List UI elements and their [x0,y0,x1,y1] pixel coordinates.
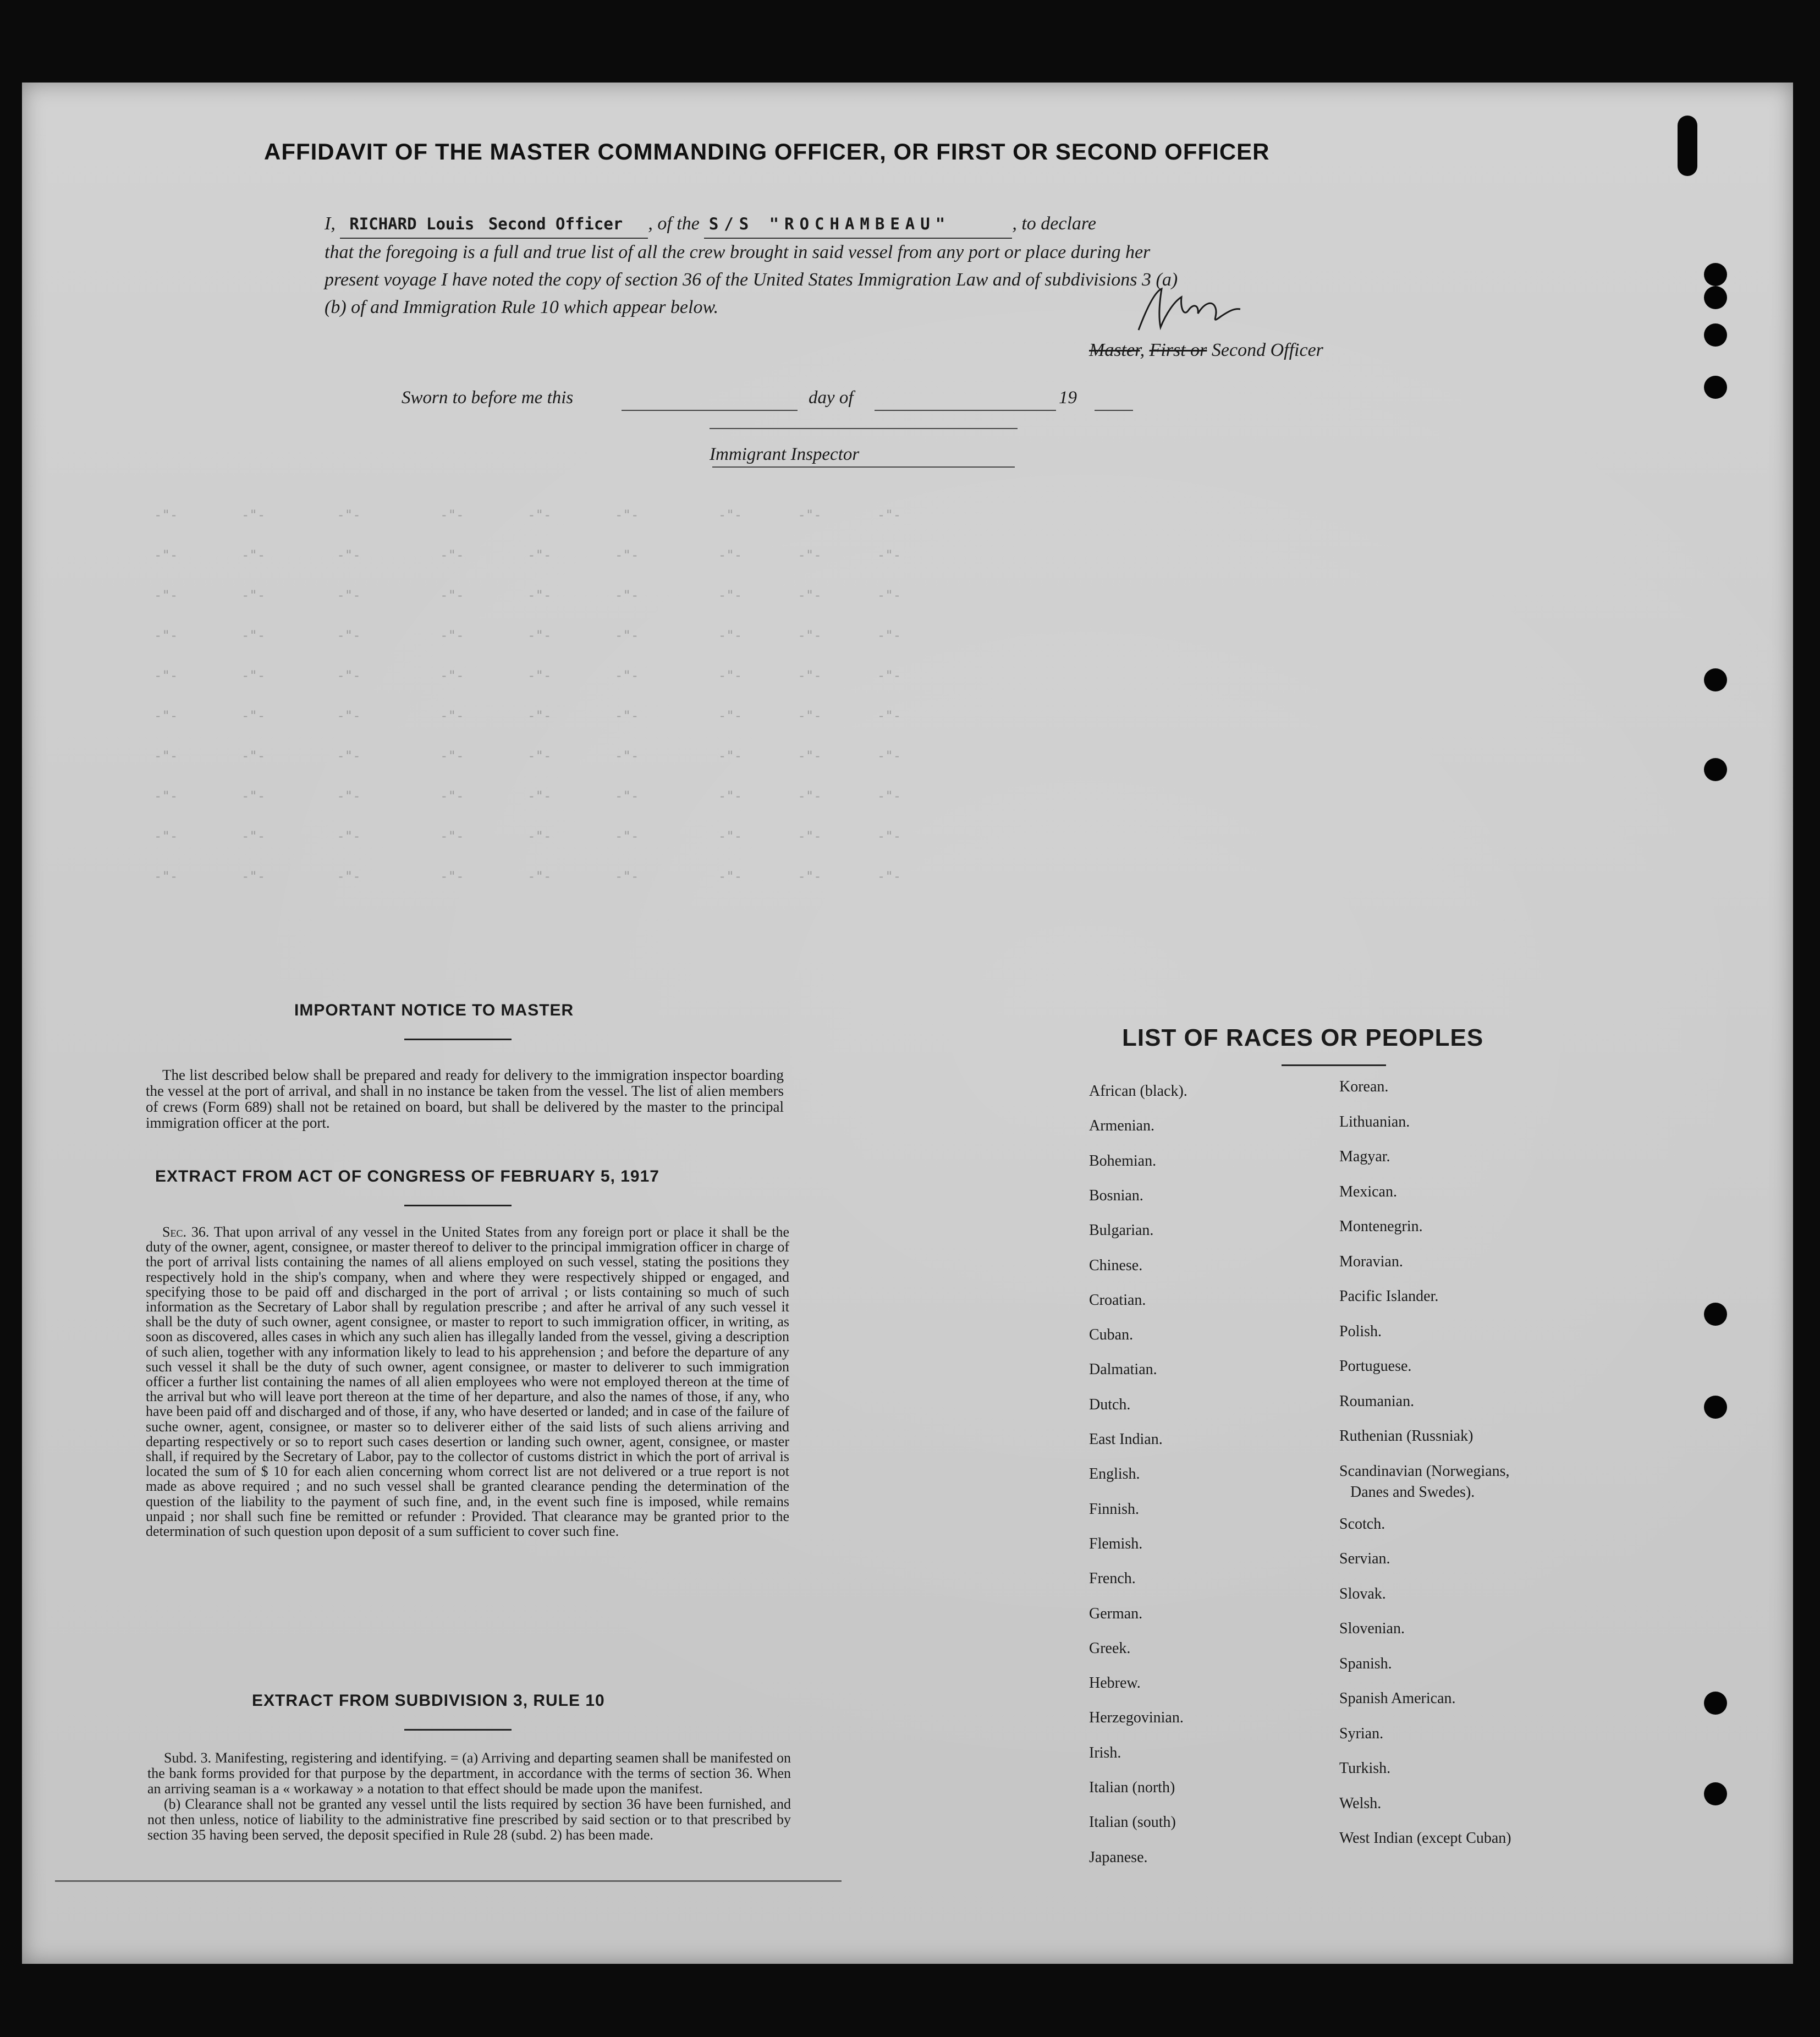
race-item-left: English. [1089,1465,1140,1483]
race-item-left: Finnish. [1089,1500,1140,1518]
race-item-right: Roumanian. [1339,1392,1415,1410]
officer-signature [1133,286,1243,338]
section-label: Sec. 36. [162,1224,210,1240]
race-item-left: Herzegovinian. [1089,1709,1184,1727]
race-item-right: Portuguese. [1339,1358,1412,1375]
race-item-right: Scandinavian (Norwegians, [1339,1462,1510,1480]
race-item-right: Lithuanian. [1339,1113,1410,1130]
subdivision-3-text [147,1750,791,1843]
officer-rank: Second Officer [488,215,623,233]
race-item-right: Ruthenian (Russniak) [1339,1427,1473,1445]
affidavit-line-1 [325,210,1403,239]
notice-divider [404,1039,512,1040]
declare-text: , to declare [1012,213,1096,234]
race-item-right: Danes and Swedes). [1350,1483,1475,1501]
race-item-right: Montenegrin. [1339,1218,1423,1235]
of-the-text: , of the [648,213,700,234]
sworn-month-line [875,410,1056,411]
inspector-label: Immigrant Inspector [710,444,860,464]
race-item-right: Welsh. [1339,1794,1382,1812]
punch-hole [1704,1692,1727,1715]
punch-hole [1704,323,1727,347]
race-item-left: Dalmatian. [1089,1361,1157,1379]
race-item-left: Cuban. [1089,1326,1134,1344]
race-item-right: Slovenian. [1339,1620,1405,1637]
day-of-label: day of [809,388,854,408]
extract-act-title: EXTRACT FROM ACT OF CONGRESS OF FEBRUARY 5, 1917 [155,1167,659,1185]
race-item-left: Croatian. [1089,1291,1146,1309]
master-label: Master [1089,340,1140,360]
race-item-right: Korean. [1339,1078,1389,1095]
first-or-label: First or [1149,340,1207,360]
bleed-through-marks: -"- -"- -"- -"- -"- -"- -"- -"- -"- -"- -"- -"- -"- -"- -"- -"- -"- -"- -"- -"- -"- -"- -"- -"- -"- -"- -"- -"- -"- -"- -"- -"- -"- -"- -"- -"- -"- -"- -"- -"- -"- -"- -"- -"- -"- -"- -"- -"- -"- -"- -"- -"- -"- -"- -"- -"- -"- -"- -"- -"- -"- -"- -"- -"- -"- -"- -"- -"- -"- -"- -"- -"- -"- -"- -"- -"- -"- -"- -"- -"- -"- -"- -"- -"- -"- -"- -"- -"- -"- -"- [154,507,901,884]
sworn-year-line [1095,410,1133,411]
officer-name: RICHARD Louis [349,215,475,233]
punch-hole [1704,1782,1727,1805]
extract-act-divider [404,1205,512,1206]
race-item-right: Servian. [1339,1550,1390,1567]
race-item-left: Dutch. [1089,1396,1131,1413]
extract-rule-title: EXTRACT FROM SUBDIVISION 3, RULE 10 [252,1692,605,1710]
race-item-right: Spanish American. [1339,1690,1456,1707]
sworn-day-line [622,410,798,411]
affidavit-line-3: present voyage I have noted the copy of section 36 of the United States Immigration Law and of subdivisions 3 (a) [325,270,1178,290]
race-item-left: East Indian. [1089,1431,1163,1448]
second-officer-label: Second Officer [1211,340,1323,360]
affidavit-pronoun: I, [325,213,336,234]
officer-signature-title: Master, First or Second Officer [1089,340,1323,360]
subdivision-b: (b) Clearance shall not be granted any vessel until the lists required by section 36 have been furnished, and not then unless, notice of liability to the administrative fine prescribed by said section or to that prescribed by section 35 having been served, the deposit specified in Rule 28 (subd. 2) has been made. [147,1796,791,1843]
race-item-left: Chinese. [1089,1256,1143,1274]
extract-rule-divider [404,1729,512,1731]
race-item-left: Greek. [1089,1639,1131,1657]
section-36-body: That upon arrival of any vessel in the United States from any foreign port or place it shall be the duty of the owner, agent, consignee, or master thereof to deliver to the principal immigration officer in charge of the port of arrival lists containing the names of all aliens employed on such vessel, stating the positions they respectively hold in the ship's company, when and where they were respectively shipped or engaged, and specifying those to be paid off and discharged in the port of arrival ; or lists containing so much of such information as the Secretary of Labor shall by regulation prescribe ; and after he arrival of any such vessel it shall be the duty of such owner, agent consignee, or master to report to such immigration officer, in writing, as soon as discovered, alles cases in which any such alien has illegally landed from the vessel, giving a description of such alien, together with any information likely to lead to his apprehension ; and before the departure of any such vessel it shall be the duty of such owner, agent consignee, or master to deliverer to such immigration officer a further list containing the names of all alien employees who were not employed thereon at the time of the arrival but who will leave port thereon at the time of her departure, and also the names of those, if any, who have been paid off and discharged and of those, if any, who have deserted or landed; and in case of the failure of suche owner, agent, consignee, or master so to deliverer either of the said lists of such aliens arriving and departing respectively or so to report such cases desertion or landing such owner, agent, consignee, or master shall, if required by the Secretary of Labor, pay to the collector of customs district in which the port of arrival is located the sum of $ 10 for each alien concerning whom correct list are not delivered or a true report is not made as above required ; and no such vessel shall be granted clearance pending the determination of the question of the liability to the payment of such fine, and, in the event such fine is imposed, while remains unpaid ; nor shall such fine be remitted or refunder : Provided. That clearance may be granted prior to the determination of such question upon deposit of a sum sufficient to cover such fine. [146,1224,790,1540]
race-item-left: Italian (north) [1089,1779,1175,1796]
race-item-left: Italian (south) [1089,1814,1176,1831]
race-item-left: Flemish. [1089,1535,1143,1552]
punch-hole [1704,668,1727,691]
race-item-right: Spanish. [1339,1655,1392,1672]
notice-title: IMPORTANT NOTICE TO MASTER [294,1001,574,1019]
race-item-right: Mexican. [1339,1183,1397,1200]
page-title: AFFIDAVIT OF THE MASTER COMMANDING OFFICER, OR FIRST OR SECOND OFFICER [264,139,1270,164]
race-item-right: Pacific Islander. [1339,1288,1439,1305]
inspector-signature-line [710,428,1018,429]
affidavit-line-2: that the foregoing is a full and true list of all the crew brought in said vessel from any port or place during her [325,242,1151,262]
race-item-left: Bosnian. [1089,1187,1143,1204]
race-item-left: Bohemian. [1089,1152,1157,1170]
race-item-right: Scotch. [1339,1515,1385,1533]
race-item-right: Slovak. [1339,1585,1386,1602]
race-item-left: Armenian. [1089,1117,1154,1135]
races-divider [1282,1064,1386,1066]
vessel-name: S/S "ROCHAMBEAU" [708,215,951,233]
race-item-right: Turkish. [1339,1760,1391,1777]
race-item-left: Bulgarian. [1089,1222,1154,1239]
race-item-right: Polish. [1339,1322,1382,1340]
punch-hole [1704,286,1727,309]
notice-body: The list described below shall be prepared and ready for delivery to the immigration inspector boarding the vessel at the port of arrival, and shall in no instance be taken from the vessel. The list of alien members of crews (Form 689) shall not be retained on board, but shall be delivered by the master to the principal immigration officer at the port. [146,1067,784,1131]
race-item-left: Hebrew. [1089,1674,1141,1692]
races-title: LIST OF RACES OR PEOPLES [1122,1024,1484,1051]
year-prefix: 19 [1059,388,1077,408]
binding-mark [1678,116,1697,176]
race-item-right: Syrian. [1339,1725,1384,1742]
race-item-left: German. [1089,1605,1143,1622]
punch-hole [1704,1396,1727,1419]
inspector-underline [712,466,1015,468]
race-item-left: African (black). [1089,1083,1187,1100]
race-item-left: French. [1089,1570,1136,1588]
affidavit-line-4: (b) of and Immigration Rule 10 which appear below. [325,297,719,317]
section-36-text [146,1225,789,1539]
sworn-label: Sworn to before me this [402,388,574,408]
race-item-left: Japanese. [1089,1848,1148,1866]
race-item-right: Magyar. [1339,1148,1390,1165]
race-item-right: Moravian. [1339,1253,1403,1270]
subdivision-a: Subd. 3. Manifesting, registering and identifying. = (a) Arriving and departing seamen shall be manifested on the bank forms provided for that purpose by the department, in accordance with the terms of section 36. When an arriving seaman is a « workaway » a notation to that effect should be made upon the manifest. [147,1750,791,1797]
punch-hole [1704,376,1727,399]
race-item-right: West Indian (except Cuban) [1339,1830,1511,1847]
punch-hole [1704,263,1727,286]
document-page [22,83,1793,1964]
bottom-rule [55,1880,842,1882]
punch-hole [1704,1303,1727,1326]
race-item-left: Irish. [1089,1744,1121,1761]
punch-hole [1704,758,1727,781]
